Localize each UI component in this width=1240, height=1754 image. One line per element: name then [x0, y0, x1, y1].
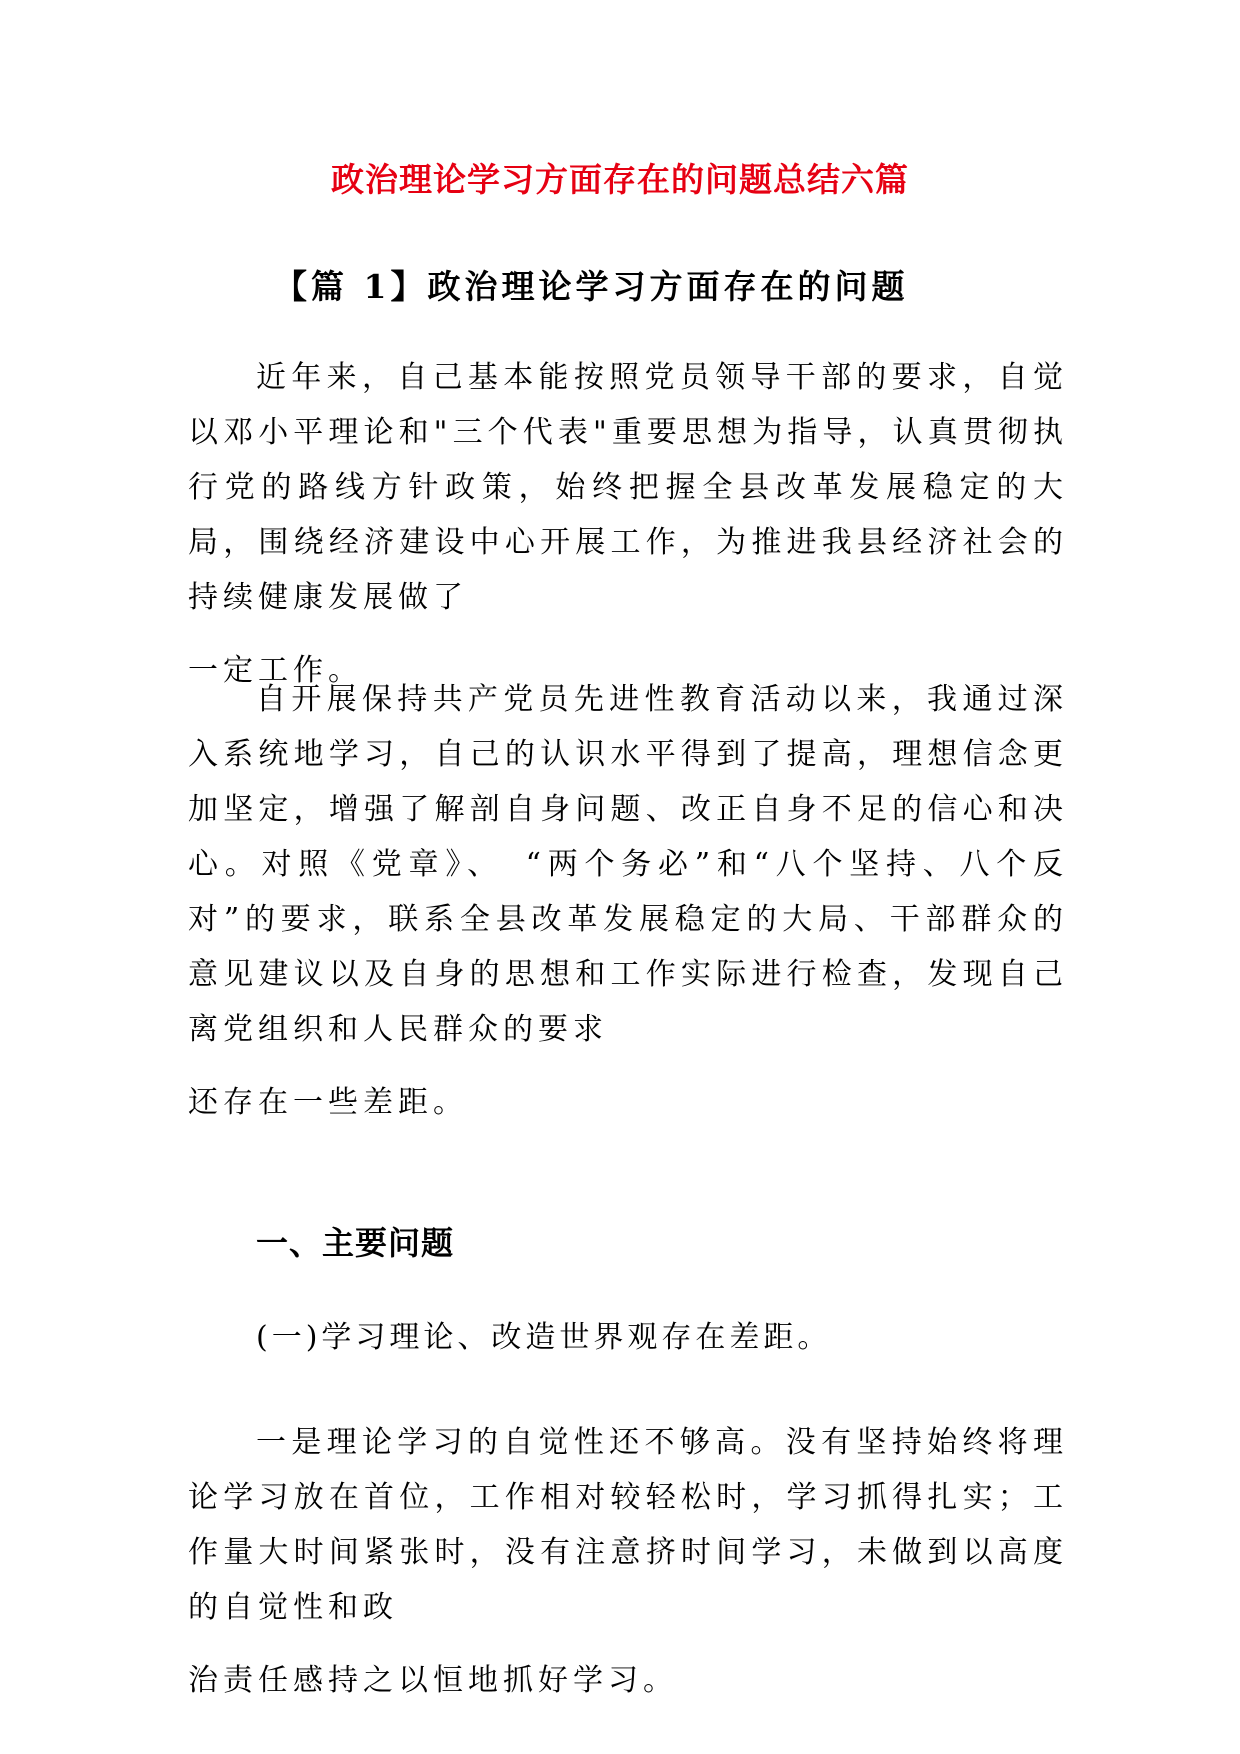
- paragraph-theory-study-body: 一是理论学习的自觉性还不够高。没有坚持始终将理论学习放在首位，工作相对较轻松时，学习抓得扎实；工作量大时间紧张时，没有注意挤时间学习，未做到以高度的自觉性和政: [188, 1425, 1068, 1625]
- subsection-heading: (一)学习理论、改造世界观存在差距。: [256, 1320, 832, 1355]
- paragraph-theory-study-tail: 治责任感持之以恒地抓好学习。: [188, 1663, 678, 1698]
- paragraph-education: [188, 672, 1068, 1130]
- main-problems-heading: 一、主要问题: [256, 1224, 455, 1262]
- paragraph-education-body: 自开展保持共产党员先进性教育活动以来，我通过深入系统地学习，自己的认识水平得到了提高，理想信念更加坚定，增强了解剖自身问题、改正自身不足的信心和决心。对照《党章》、 “两个务必”和“八个坚持、八个反对”的要求，联系全县改革发展稳定的大局、干部群众的意见建议以及自身的思想和工作实际进行检查，发现自己离党组织和人民群众的要求: [188, 682, 1068, 1047]
- paragraph-intro-tail: 一定工作。: [188, 653, 363, 688]
- section-heading: 【篇 1】政治理论学习方面存在的问题: [274, 267, 909, 306]
- paragraph-theory-study: [188, 1415, 1068, 1708]
- paragraph-education-tail: 还存在一些差距。: [188, 1085, 468, 1120]
- paragraph-intro-body: 近年来，自己基本能按照党员领导干部的要求，自觉以邓小平理论和"三个代表"重要思想为指导，认真贯彻执行党的路线方针政策，始终把握全县改革发展稳定的大局，围绕经济建设中心开展工作，为推进我县经济社会的持续健康发展做了: [188, 360, 1068, 615]
- document-title: 政治理论学习方面存在的问题总结六篇: [331, 160, 909, 199]
- paragraph-intro: [188, 350, 1068, 698]
